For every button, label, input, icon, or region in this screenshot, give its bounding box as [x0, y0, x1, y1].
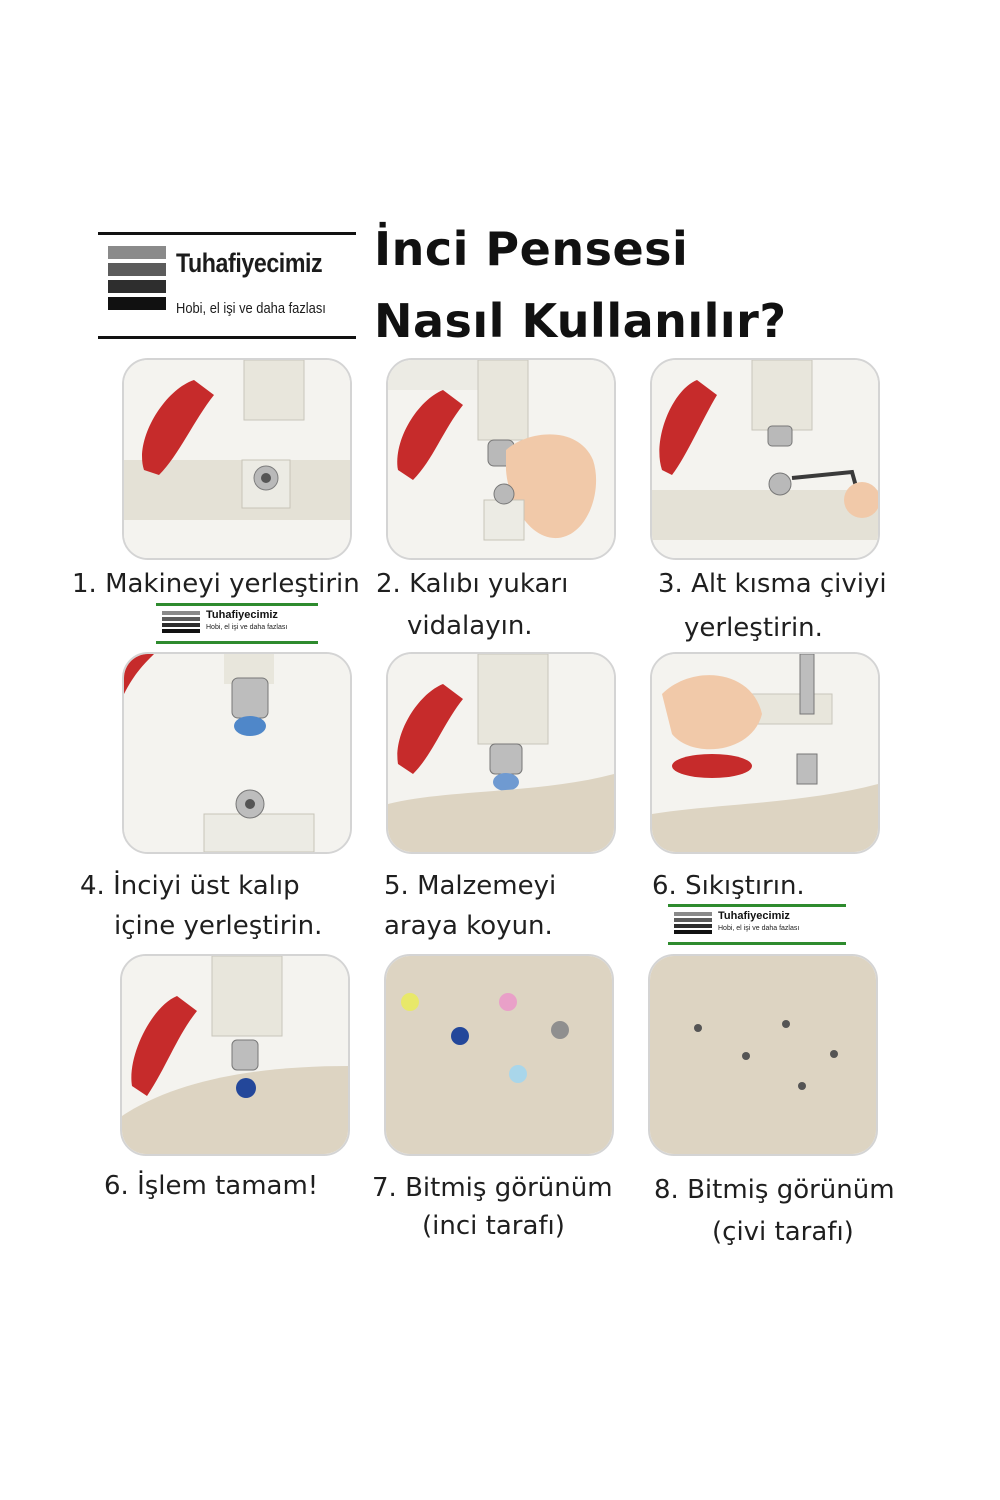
step-2-image: [386, 358, 616, 560]
step-7-image: [120, 954, 350, 1156]
step-1-caption: 1. Makineyi yerleştirin: [72, 569, 360, 599]
mini-brand-tagline-2: Hobi, el işi ve daha fazlası: [718, 925, 800, 932]
step-9-caption-line-2: (çivi tarafı): [712, 1217, 854, 1247]
page-title-line-1: İnci Pensesi: [374, 222, 689, 276]
step-5-image: [386, 652, 616, 854]
step-8-image: [384, 954, 614, 1156]
brand-name: Tuhafiyecimiz: [176, 248, 323, 278]
mini-brand-logo-2: [668, 904, 846, 946]
mini-brand-name: Tuhafiyecimiz: [206, 609, 278, 621]
brand-logo: [98, 232, 356, 340]
logo-bottom-rule: [98, 336, 356, 339]
step-6-caption: 6. Sıkıştırın.: [652, 871, 805, 901]
mini-brand-tagline: Hobi, el işi ve daha fazlası: [206, 624, 288, 631]
logo-top-rule: [98, 232, 356, 235]
brand-tagline: Hobi, el işi ve daha fazlası: [176, 300, 326, 317]
page-title-line-2: Nasıl Kullanılır?: [374, 294, 787, 348]
step-9-caption: 8. Bitmiş görünüm: [654, 1175, 895, 1205]
step-2-caption: 2. Kalıbı yukarı: [376, 569, 569, 599]
step-3-caption-line-2: yerleştirin.: [684, 613, 823, 643]
mini-logo-bars-icon: [162, 611, 200, 635]
mini-brand-logo: [156, 603, 318, 645]
step-3-image: [650, 358, 880, 560]
step-4-caption-line-2: içine yerleştirin.: [114, 911, 323, 941]
step-7-caption: 6. İşlem tamam!: [104, 1171, 319, 1201]
step-8-caption-line-2: (inci tarafı): [422, 1211, 565, 1241]
step-2-caption-line-2: vidalayın.: [407, 611, 533, 641]
step-6-image: [650, 652, 880, 854]
step-5-caption: 5. Malzemeyi: [384, 871, 557, 901]
step-3-caption: 3. Alt kısma çiviyi: [658, 569, 887, 599]
mini-logo-bars-icon-2: [674, 912, 712, 936]
step-4-caption: 4. İnciyi üst kalıp: [80, 871, 300, 901]
step-5-caption-line-2: araya koyun.: [384, 911, 553, 941]
mini-brand-name-2: Tuhafiyecimiz: [718, 910, 790, 922]
step-1-image: [122, 358, 352, 560]
step-8-caption: 7. Bitmiş görünüm: [372, 1173, 613, 1203]
logo-bars-icon: [108, 246, 166, 314]
step-9-image: [648, 954, 878, 1156]
step-4-image: [122, 652, 352, 854]
pearl-icon: [234, 716, 266, 736]
